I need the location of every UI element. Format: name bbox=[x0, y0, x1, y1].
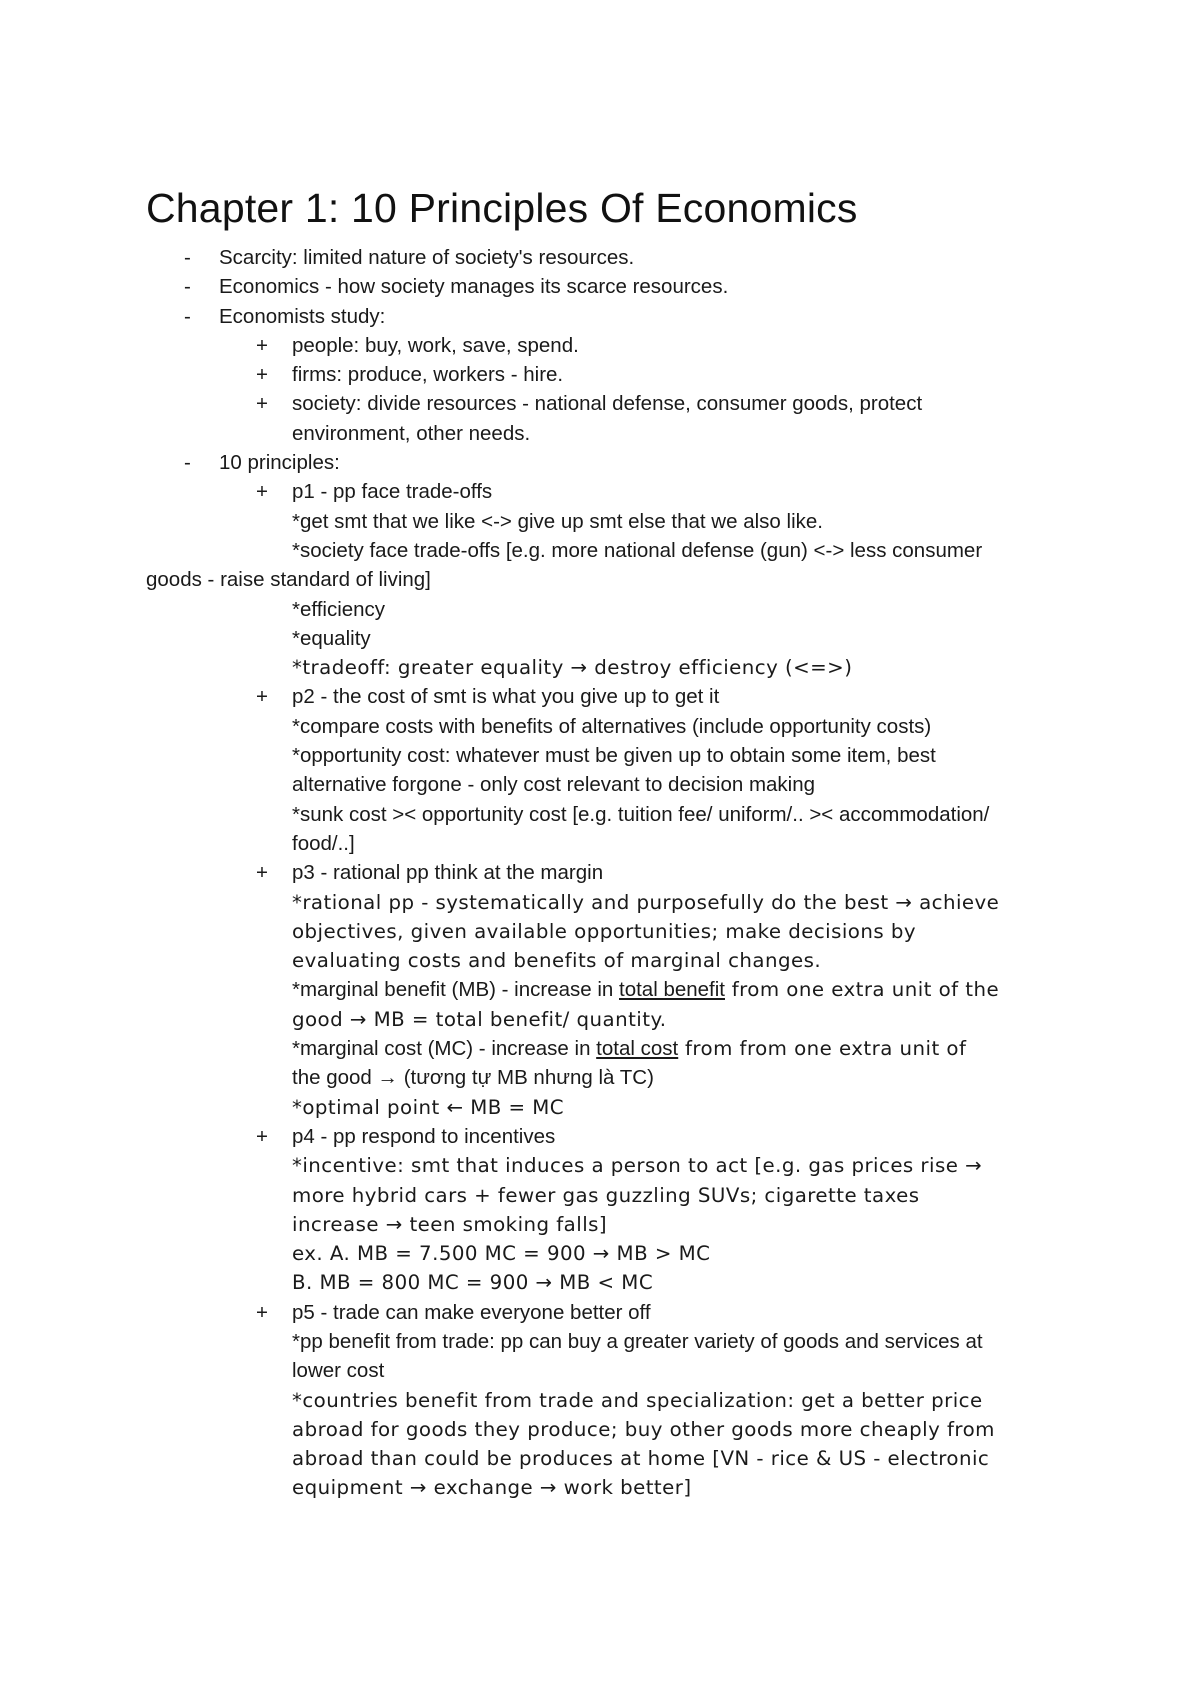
continuation-text: lower cost bbox=[292, 1359, 385, 1383]
continuation-text: more hybrid cars + fewer gas guzzling SUVs; cigarette taxes bbox=[292, 1183, 920, 1207]
text-line bbox=[0, 888, 1200, 917]
text-line bbox=[0, 1444, 1200, 1473]
note-text: *countries benefit from trade and specialization: get a better price bbox=[292, 1388, 983, 1412]
continuation-text: the good → (tương tự MB nhưng là TC) bbox=[292, 1066, 654, 1090]
list-item-text: Economists study: bbox=[219, 304, 386, 328]
text-line bbox=[0, 1181, 1200, 1210]
text-line bbox=[0, 1034, 1200, 1063]
note-text: *incentive: smt that induces a person to act [e.g. gas prices rise → bbox=[292, 1154, 983, 1178]
list-item bbox=[0, 272, 1200, 301]
text-line bbox=[0, 1005, 1200, 1034]
list-item bbox=[0, 389, 1200, 418]
note-text-part: from from one extra unit of bbox=[678, 1037, 967, 1061]
text-line bbox=[0, 1356, 1200, 1385]
example-text: B. MB = 800 MC = 900 → MB < MC bbox=[292, 1271, 654, 1295]
example-text: ex. A. MB = 7.500 MC = 900 → MB > MC bbox=[292, 1242, 711, 1266]
note-text bbox=[292, 975, 999, 1004]
list-item bbox=[0, 331, 1200, 360]
text-line bbox=[0, 800, 1200, 829]
list-item-text: firms: produce, workers - hire. bbox=[292, 363, 564, 387]
page-title: Chapter 1: 10 Principles Of Economics bbox=[146, 185, 858, 231]
text-line bbox=[0, 1327, 1200, 1356]
continuation-text: food/..] bbox=[292, 831, 355, 855]
note-text bbox=[292, 1034, 966, 1063]
list-item bbox=[0, 1298, 1200, 1327]
text-line bbox=[0, 1239, 1200, 1268]
note-text: *compare costs with benefits of alternatives (include opportunity costs) bbox=[292, 714, 932, 738]
bullet-marker: - bbox=[184, 451, 191, 475]
note-text: *get smt that we like <-> give up smt else that we also like. bbox=[292, 509, 823, 533]
text-line bbox=[0, 653, 1200, 682]
list-item-text: 10 principles: bbox=[219, 451, 340, 475]
note-text-part: from one extra unit of the bbox=[725, 978, 1000, 1002]
note-text: *equality bbox=[292, 626, 371, 650]
text-line bbox=[0, 1210, 1200, 1239]
bullet-marker: + bbox=[256, 363, 268, 387]
text-line bbox=[0, 1473, 1200, 1502]
list-item bbox=[0, 858, 1200, 887]
continuation-text: alternative forgone - only cost relevant to decision making bbox=[292, 773, 816, 797]
note-text: *society face trade-offs [e.g. more national defense (gun) <-> less consumer bbox=[292, 538, 983, 562]
note-text: *tradeoff: greater equality → destroy efficiency (<=>) bbox=[292, 656, 853, 680]
bullet-marker: + bbox=[256, 392, 268, 416]
list-item-text: people: buy, work, save, spend. bbox=[292, 333, 579, 357]
note-text-part: *marginal benefit (MB) - increase in bbox=[292, 978, 619, 1002]
note-text: *sunk cost >< opportunity cost [e.g. tuition fee/ uniform/.. >< accommodation/ bbox=[292, 802, 990, 826]
text-line bbox=[0, 507, 1200, 536]
continuation-text: environment, other needs. bbox=[292, 421, 531, 445]
text-line bbox=[0, 595, 1200, 624]
text-line bbox=[0, 1151, 1200, 1180]
list-item bbox=[0, 302, 1200, 331]
bullet-marker: - bbox=[184, 304, 191, 328]
note-text: *rational pp - systematically and purposefully do the best → achieve bbox=[292, 890, 1000, 914]
list-item-text: p1 - pp face trade-offs bbox=[292, 480, 493, 504]
notes-body bbox=[0, 243, 1200, 1503]
continuation-text: abroad for goods they produce; buy other goods more cheaply from bbox=[292, 1417, 995, 1441]
list-item-text: p4 - pp respond to incentives bbox=[292, 1124, 556, 1148]
note-text: *efficiency bbox=[292, 597, 386, 621]
text-line bbox=[0, 946, 1200, 975]
note-text: *optimal point ← MB = MC bbox=[292, 1095, 565, 1119]
list-item-text: p5 - trade can make everyone better off bbox=[292, 1300, 651, 1324]
text-line bbox=[0, 1415, 1200, 1444]
list-item-text: society: divide resources - national defense, consumer goods, protect bbox=[292, 392, 923, 416]
bullet-marker: + bbox=[256, 1300, 268, 1324]
continuation-text: equipment → exchange → work better] bbox=[292, 1476, 692, 1500]
list-item-text: Scarcity: limited nature of society's resources. bbox=[219, 246, 635, 269]
note-text-part: *marginal cost (MC) - increase in bbox=[292, 1037, 597, 1061]
list-item bbox=[0, 682, 1200, 711]
continuation-text: evaluating costs and benefits of marginal changes. bbox=[292, 949, 822, 973]
list-item bbox=[0, 360, 1200, 389]
note-text: *opportunity cost: whatever must be given up to obtain some item, best bbox=[292, 744, 936, 768]
text-line bbox=[0, 419, 1200, 448]
list-item-text: Economics - how society manages its scarce resources. bbox=[219, 275, 729, 299]
continuation-text: abroad than could be produces at home [VN - rice & US - electronic bbox=[292, 1447, 990, 1471]
list-item bbox=[0, 1122, 1200, 1151]
text-line bbox=[0, 1386, 1200, 1415]
continuation-text: goods - raise standard of living] bbox=[146, 568, 431, 592]
underlined-term: total cost bbox=[596, 1037, 679, 1061]
underlined-term: total benefit bbox=[619, 978, 725, 1002]
bullet-marker: + bbox=[256, 333, 268, 357]
text-line bbox=[0, 565, 1200, 594]
text-line bbox=[0, 536, 1200, 565]
text-line bbox=[0, 1268, 1200, 1297]
text-line bbox=[0, 1063, 1200, 1092]
text-line bbox=[0, 829, 1200, 858]
bullet-marker: + bbox=[256, 1124, 268, 1148]
note-text: *pp benefit from trade: pp can buy a greater variety of goods and services at bbox=[292, 1329, 983, 1353]
list-item-text: p2 - the cost of smt is what you give up to get it bbox=[292, 685, 720, 709]
continuation-text: good → MB = total benefit/ quantity. bbox=[292, 1007, 667, 1031]
list-item bbox=[0, 477, 1200, 506]
text-line bbox=[0, 975, 1200, 1004]
continuation-text: increase → teen smoking falls] bbox=[292, 1212, 608, 1236]
bullet-marker: + bbox=[256, 480, 268, 504]
continuation-text: objectives, given available opportunities; make decisions by bbox=[292, 919, 916, 943]
text-line bbox=[0, 1093, 1200, 1122]
text-line bbox=[0, 624, 1200, 653]
text-line bbox=[0, 770, 1200, 799]
text-line bbox=[0, 741, 1200, 770]
bullet-marker: + bbox=[256, 685, 268, 709]
text-line bbox=[0, 917, 1200, 946]
text-line bbox=[0, 712, 1200, 741]
list-item bbox=[0, 448, 1200, 477]
list-item bbox=[0, 243, 1200, 272]
bullet-marker: + bbox=[256, 861, 268, 885]
list-item-text: p3 - rational pp think at the margin bbox=[292, 861, 604, 885]
bullet-marker: - bbox=[184, 246, 191, 269]
bullet-marker: - bbox=[184, 275, 191, 299]
